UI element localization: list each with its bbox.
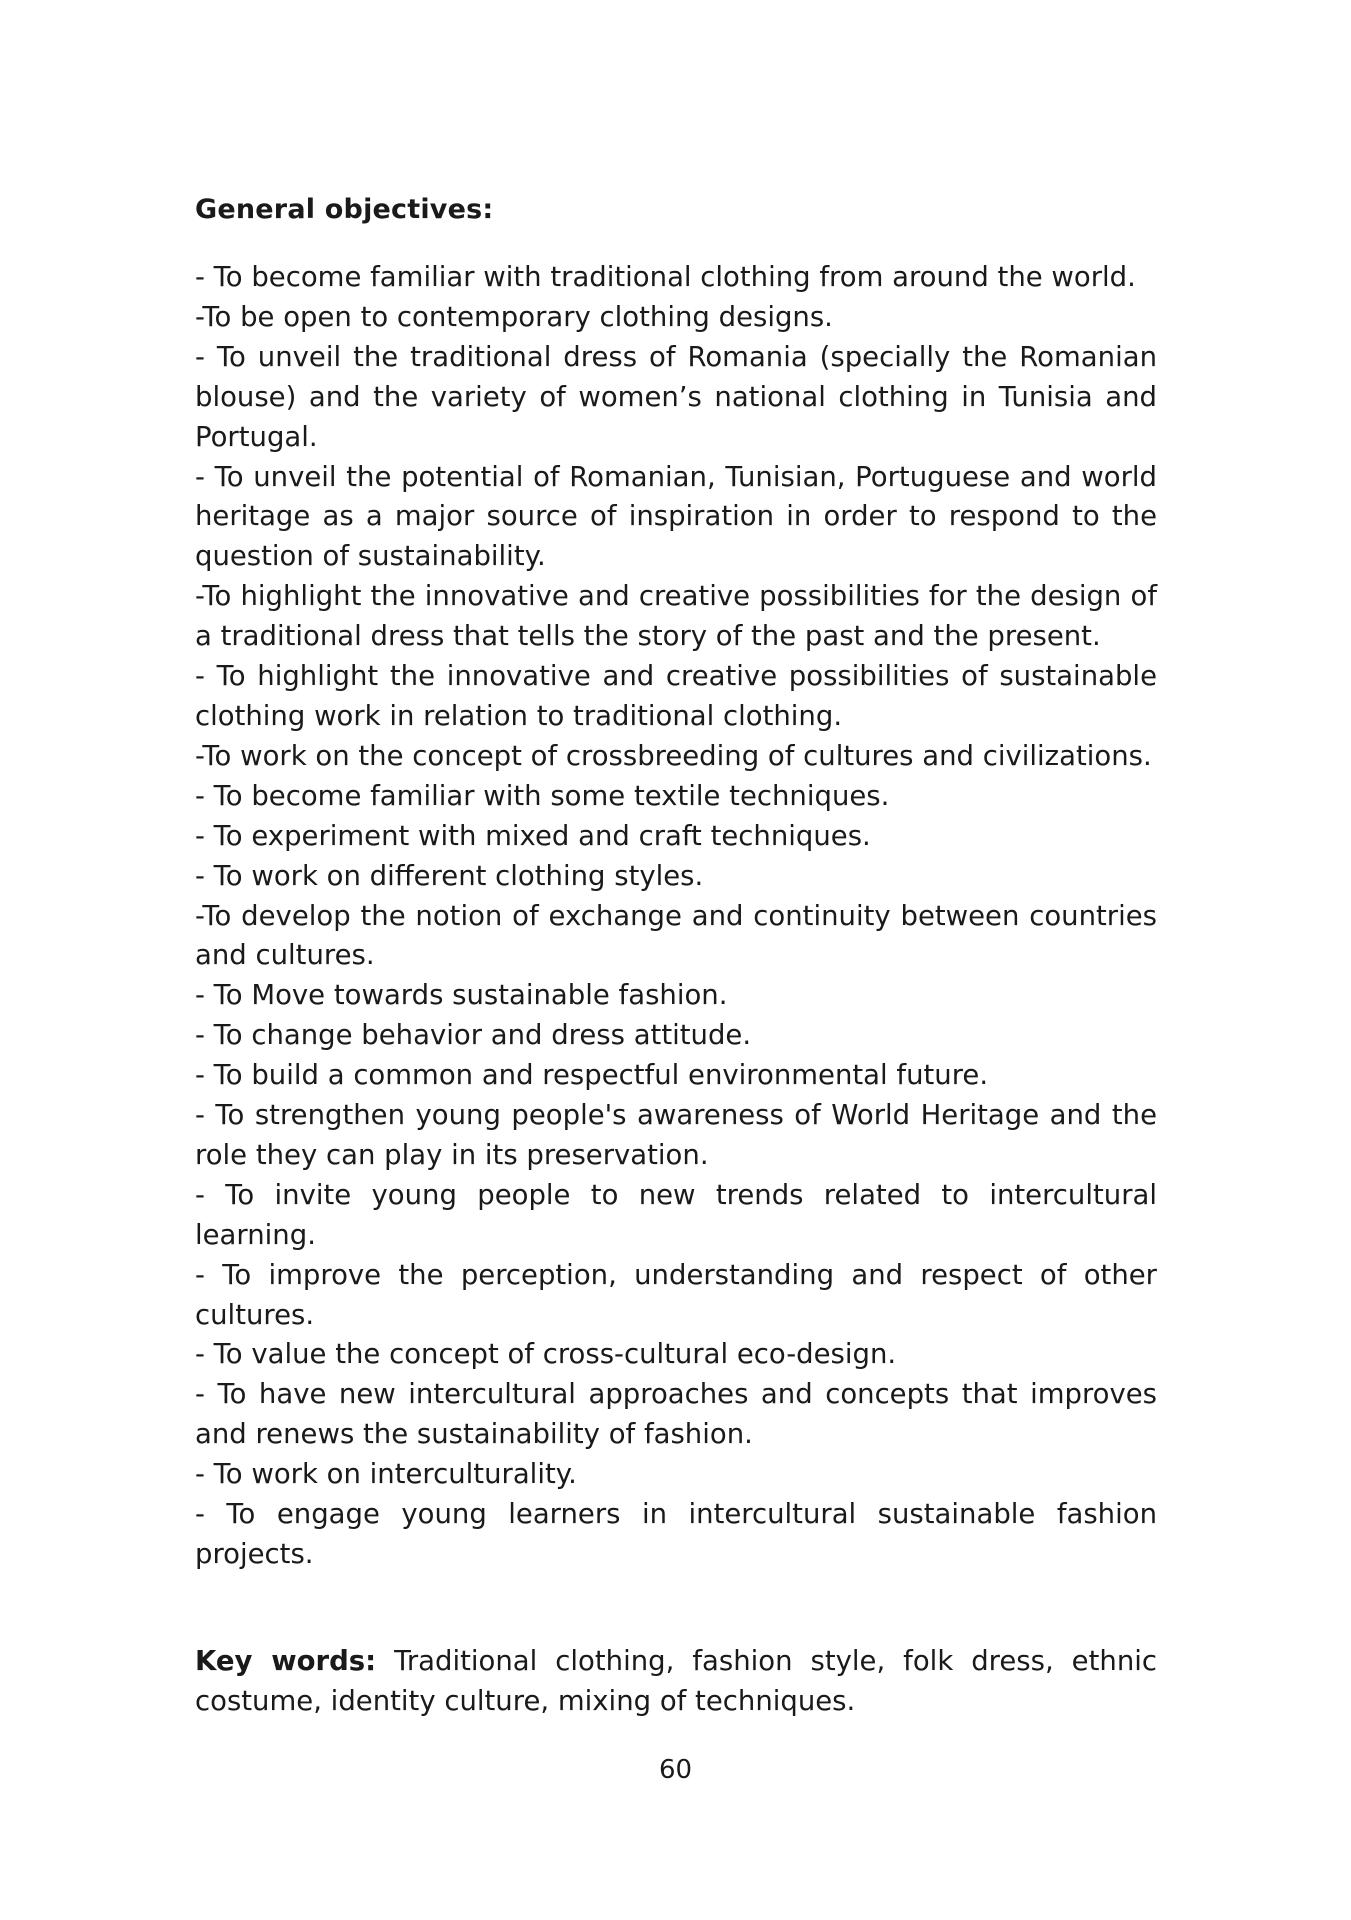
- keywords-paragraph: [195, 1642, 1157, 1722]
- objective-item: - To build a common and respectful environmental future.: [195, 1059, 989, 1092]
- objective-item: - To strengthen young people's awareness of World Heritage and the role they can play in its preservation.: [195, 1099, 1157, 1171]
- objective-item: - To value the concept of cross-cultural eco-design.: [195, 1338, 897, 1371]
- objective-item: - To invite young people to new trends related to intercultural learning.: [195, 1178, 1157, 1251]
- objective-item: - To have new intercultural approaches and concepts that improves and renews the sustainability of fashion.: [195, 1378, 1157, 1451]
- objective-item: -To be open to contemporary clothing designs.: [195, 300, 833, 333]
- page-content: [195, 190, 1157, 1722]
- objective-item: - To experiment with mixed and craft techniques.: [195, 819, 871, 852]
- keywords-label: Key words:: [195, 1644, 377, 1677]
- objective-item: -To work on the concept of crossbreeding of cultures and civilizations.: [195, 739, 1152, 772]
- page-number: 60: [658, 1755, 693, 1785]
- objective-item: - To become familiar with traditional clothing from around the world.: [195, 261, 1136, 293]
- objective-item: -To develop the notion of exchange and continuity between countries and cultures.: [195, 899, 1157, 972]
- objective-item: - To improve the perception, understanding and respect of other cultures.: [195, 1258, 1157, 1331]
- objective-item: - To unveil the potential of Romanian, Tunisian, Portuguese and world heritage as a major source of inspiration in order to respond to the question of sustainability.: [195, 460, 1157, 573]
- section-heading: General objectives:: [195, 194, 494, 225]
- objectives-list: [195, 258, 1157, 1575]
- objective-item: -To highlight the innovative and creative possibilities for the design of a traditional dress that tells the story of the past and the present.: [195, 580, 1157, 653]
- keywords-text: Traditional clothing, fashion style, folk dress, ethnic costume, identity culture, mixing of techniques.: [195, 1644, 1158, 1717]
- objective-item: - To change behavior and dress attitude.: [195, 1019, 752, 1052]
- objective-item: - To highlight the innovative and creative possibilities of sustainable clothing work in relation to traditional clothing.: [195, 660, 1157, 732]
- objective-item: - To engage young learners in intercultural sustainable fashion projects.: [195, 1498, 1157, 1570]
- objective-item: - To become familiar with some textile techniques.: [195, 779, 890, 812]
- objective-item: - To work on interculturality.: [195, 1458, 577, 1491]
- objective-item: - To work on different clothing styles.: [195, 859, 704, 892]
- objective-item: - To unveil the traditional dress of Romania (specially the Romanian blouse) and the variety of women’s national clothing in Tunisia and Portugal.: [195, 340, 1157, 453]
- objective-item: - To Move towards sustainable fashion.: [195, 979, 728, 1012]
